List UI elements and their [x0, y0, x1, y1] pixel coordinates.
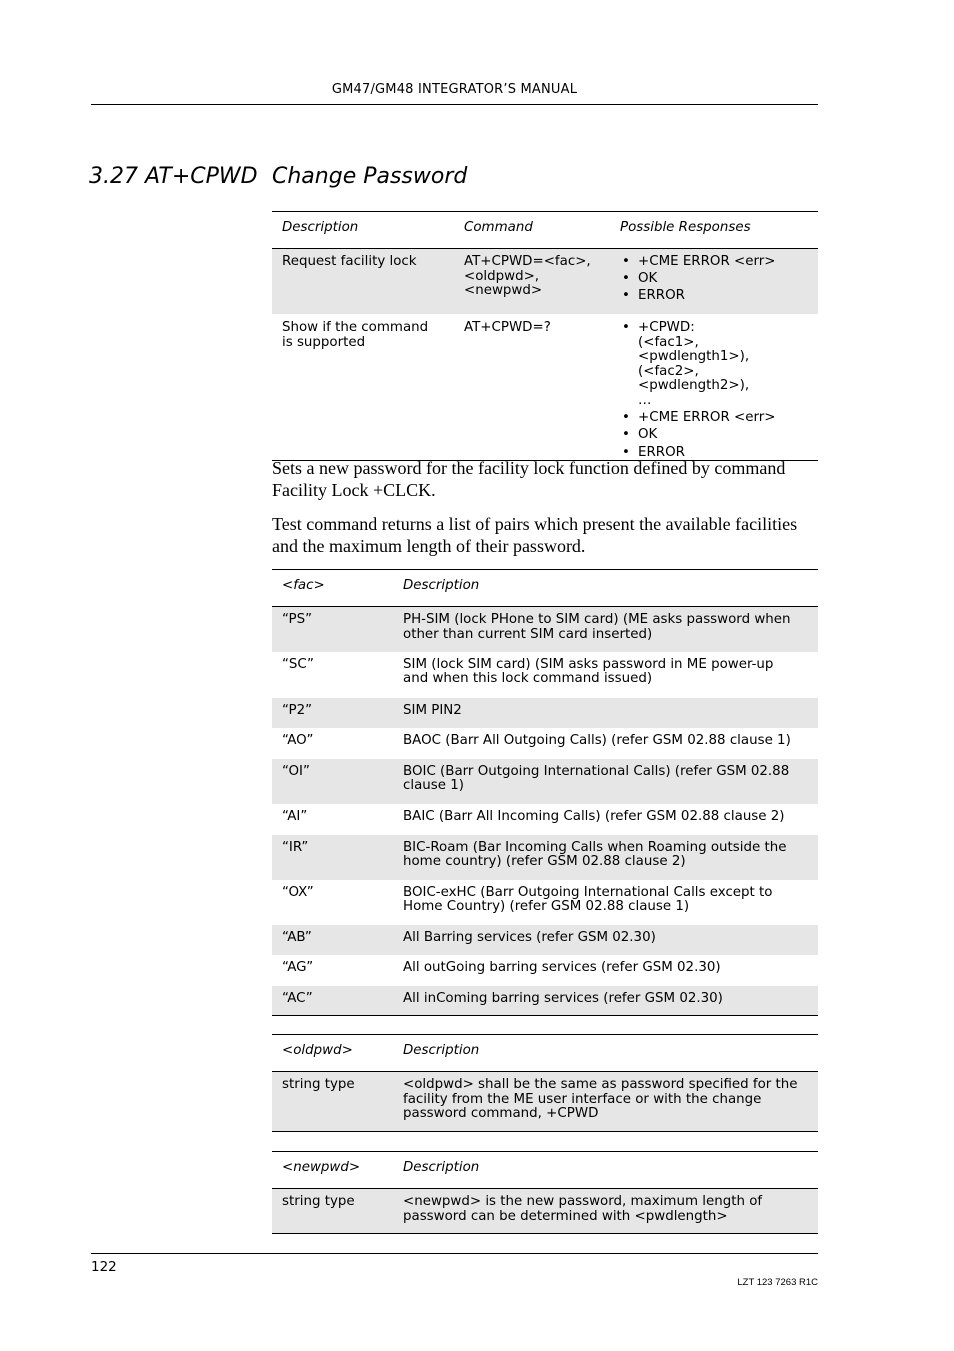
response-item: • OK — [620, 272, 808, 287]
parameter-description — [393, 835, 818, 880]
response-list — [620, 255, 808, 304]
table-row — [272, 314, 818, 461]
row-responses — [610, 314, 818, 461]
table-row — [272, 804, 818, 835]
description-line: other than current SIM card inserted) — [403, 626, 653, 642]
fac-parameter-table — [272, 569, 818, 1016]
description-line: SIM (lock SIM card) (SIM asks password in ME power-up — [403, 656, 774, 672]
parameter-value: “AB” — [272, 925, 393, 955]
oldpwd-parameter-table — [272, 1034, 818, 1132]
parameter-description — [393, 925, 818, 955]
response-item: • ERROR — [620, 446, 808, 461]
parameter-description — [393, 955, 818, 986]
description-line: and when this lock command issued) — [403, 671, 653, 687]
response-item — [620, 321, 808, 409]
description-line: All Barring services (refer GSM 02.30) — [403, 929, 656, 945]
column-header: Description — [272, 212, 454, 249]
description-line: home country) (refer GSM 02.88 clause 2) — [403, 854, 686, 870]
table-row — [272, 652, 818, 698]
column-header: <fac> — [272, 570, 393, 607]
command-table — [272, 211, 818, 461]
column-header: Description — [393, 1035, 818, 1072]
table-row — [272, 1189, 818, 1234]
description-line: password command, +CPWD — [403, 1106, 599, 1122]
parameter-value: “AI” — [282, 808, 308, 824]
row-description — [272, 314, 454, 461]
description-line: is supported — [282, 334, 366, 350]
table-row — [272, 986, 818, 1016]
body-paragraph: Sets a new password for the facility lock function defined by command Facility Lock +CLCK. — [272, 458, 786, 500]
description-line: BAIC (Barr All Incoming Calls) (refer GSM 02.88 clause 2) — [403, 808, 785, 824]
footer-rule — [91, 1253, 818, 1254]
parameter-value: “PS” — [272, 607, 393, 652]
section-number: 3.27 AT+CPWD — [89, 164, 258, 189]
description-line: BOIC (Barr Outgoing International Calls) (refer GSM 02.88 — [403, 763, 790, 779]
parameter-description — [393, 880, 818, 925]
parameter-value: “AG” — [282, 959, 314, 975]
response-item: • OK — [620, 428, 808, 443]
column-header: Description — [393, 1152, 818, 1189]
table-row — [272, 880, 818, 925]
parameter-description — [393, 804, 818, 835]
description-line: facility from the ME user interface or with the change — [403, 1091, 762, 1107]
parameter-description — [393, 698, 818, 728]
row-command — [454, 249, 610, 315]
parameter-description — [393, 759, 818, 804]
response-line: … — [638, 392, 652, 408]
table-row — [272, 759, 818, 804]
column-header: Possible Responses — [610, 212, 818, 249]
response-item: • +CME ERROR <err> — [620, 255, 808, 270]
parameter-value: “OI” — [272, 759, 393, 804]
description-line: clause 1) — [403, 778, 464, 794]
table-row — [272, 955, 818, 986]
response-item: • +CME ERROR <err> — [620, 411, 808, 426]
description-line: BIC-Roam (Bar Incoming Calls when Roaming outside the — [403, 839, 787, 855]
description-line: SIM PIN2 — [403, 702, 462, 718]
section-heading — [89, 164, 467, 189]
parameter-description — [393, 986, 818, 1016]
table-row — [272, 925, 818, 955]
page-header — [91, 82, 818, 105]
row-responses — [610, 249, 818, 315]
description-line: Show if the command — [282, 320, 429, 335]
table-row — [272, 607, 818, 652]
description-line: PH-SIM (lock PHone to SIM card) (ME asks password when — [403, 612, 791, 627]
table-row — [272, 835, 818, 880]
description-line: <oldpwd> shall be the same as password specified for the — [403, 1077, 798, 1092]
document-code: LZT 123 7263 R1C — [737, 1277, 818, 1288]
parameter-value: string type — [272, 1072, 393, 1132]
table-row — [272, 1072, 818, 1132]
parameter-value: “AO” — [282, 732, 314, 748]
column-header: <newpwd> — [272, 1152, 393, 1189]
description-line: <newpwd> is the new password, maximum length of — [403, 1194, 763, 1209]
newpwd-parameter-table — [272, 1151, 818, 1234]
table-header-row — [272, 212, 818, 249]
response-line: (<fac2>,<pwdlength2>), — [638, 363, 750, 394]
section-title: Change Password — [272, 164, 468, 189]
table-row — [272, 698, 818, 728]
parameter-value: “OX” — [282, 884, 314, 900]
page-number: 122 — [91, 1259, 117, 1275]
response-line: • +CPWD: — [638, 320, 695, 335]
response-item: • ERROR — [620, 289, 808, 304]
row-description: Request facility lock — [272, 249, 454, 315]
table-row — [272, 249, 818, 315]
manual-title: GM47/GM48 INTEGRATOR’S MANUAL — [331, 82, 578, 97]
parameter-description — [393, 607, 818, 652]
description-line: All inComing barring services (refer GSM 02.30) — [403, 990, 723, 1006]
parameter-value: “IR” — [272, 835, 393, 880]
row-command: AT+CPWD=? — [454, 314, 610, 461]
parameter-value: string type — [272, 1189, 393, 1234]
parameter-value: “AC” — [272, 986, 393, 1016]
column-header: Description — [393, 570, 818, 607]
column-header: <oldpwd> — [272, 1035, 393, 1072]
command-line: <oldpwd>, — [464, 268, 540, 284]
command-line: <newpwd> — [464, 283, 543, 299]
response-list — [620, 321, 808, 460]
body-paragraph: Test command returns a list of pairs which present the available facilities and the maximum length of their password. — [272, 514, 798, 556]
description-line: password can be determined with <pwdlength> — [403, 1208, 728, 1224]
command-line: AT+CPWD=<fac>, — [464, 254, 591, 269]
parameter-description — [393, 1189, 818, 1234]
response-line: (<fac1>,<pwdlength1>), — [638, 334, 750, 365]
table-row — [272, 728, 818, 759]
table-header-row — [272, 1035, 818, 1072]
parameter-description — [393, 728, 818, 759]
description-line: All outGoing barring services (refer GSM 02.30) — [403, 959, 721, 975]
table-header-row — [272, 1152, 818, 1189]
parameter-value: “SC” — [282, 656, 314, 672]
column-header: Command — [454, 212, 610, 249]
parameter-value: “P2” — [272, 698, 393, 728]
parameter-description — [393, 1072, 818, 1132]
description-line: BAOC (Barr All Outgoing Calls) (refer GSM 02.88 clause 1) — [403, 732, 791, 748]
description-line: BOIC-exHC (Barr Outgoing International Calls except to — [403, 884, 773, 900]
description-line: Home Country) (refer GSM 02.88 clause 1) — [403, 899, 690, 915]
table-header-row — [272, 570, 818, 607]
parameter-description — [393, 652, 818, 698]
